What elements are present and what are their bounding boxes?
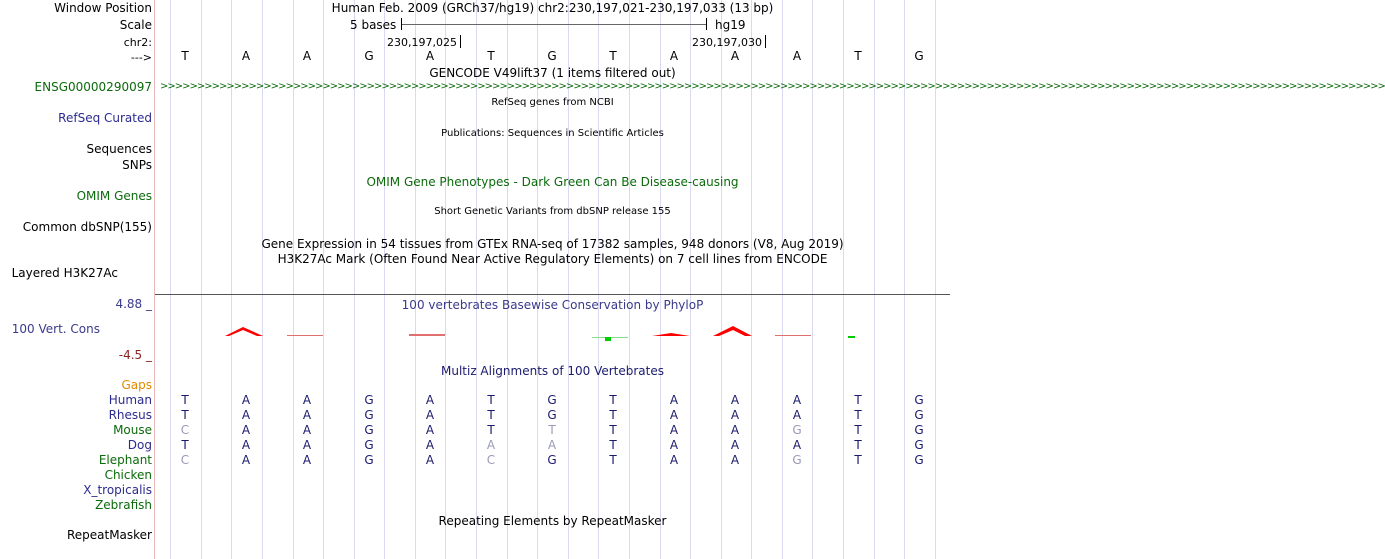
phylop-negative-bar xyxy=(605,337,611,341)
dbsnp-track-title: Short Genetic Variants from dbSNP release 155 xyxy=(434,206,671,217)
phylop-negative-bar xyxy=(848,336,855,338)
omim-track-label[interactable]: OMIM Genes xyxy=(76,189,152,203)
gaps-label: Gaps xyxy=(121,378,152,392)
alignment-base: A xyxy=(730,453,740,467)
alignment-base: A xyxy=(241,408,251,422)
alignment-base: G xyxy=(364,423,374,437)
chromosome-label: chr2: xyxy=(123,36,152,49)
alignment-base: T xyxy=(548,423,556,437)
alignment-base: A xyxy=(302,453,312,467)
alignment-base: A xyxy=(425,438,435,452)
alignment-base: T xyxy=(854,438,862,452)
phylop-peak xyxy=(225,327,263,336)
alignment-base: T xyxy=(609,408,617,422)
coordinate-right: 230,197,030 xyxy=(692,36,762,49)
alignment-base: T xyxy=(181,393,189,407)
alignment-base: T xyxy=(487,408,495,422)
alignment-base: C xyxy=(180,453,190,467)
scale-bar-right-tick xyxy=(706,18,707,30)
conservation-track-label[interactable]: 100 Vert. Cons xyxy=(11,322,100,336)
alignment-base: A xyxy=(730,408,740,422)
conservation-top-line xyxy=(155,294,950,295)
scale-bar-left-tick xyxy=(401,18,402,30)
sequence-base: A xyxy=(730,49,740,63)
dbsnp-track-label[interactable]: Common dbSNP(155) xyxy=(22,220,152,234)
alignment-base: A xyxy=(669,393,679,407)
scale-bar-line xyxy=(401,24,706,25)
repeatmasker-track-title: Repeating Elements by RepeatMasker xyxy=(438,514,667,528)
alignment-base: A xyxy=(730,438,740,452)
alignment-base: A xyxy=(730,393,740,407)
alignment-base: G xyxy=(792,453,802,467)
snps-track-label[interactable]: SNPs xyxy=(122,158,152,172)
species-label-chicken: Chicken xyxy=(104,468,152,482)
strand-arrow-label: ---> xyxy=(130,51,152,64)
alignment-base: A xyxy=(425,393,435,407)
phylop-peak xyxy=(652,333,690,336)
scale-bar-text: 5 bases xyxy=(350,18,397,32)
alignment-base: T xyxy=(609,423,617,437)
phylop-low-bar xyxy=(775,335,811,336)
alignment-base: T xyxy=(609,453,617,467)
gene-id-link[interactable]: ENSG00000290097 xyxy=(34,80,152,94)
alignment-base: A xyxy=(302,393,312,407)
conservation-ymax-label: 4.88 _ xyxy=(115,297,152,311)
gencode-track-title: GENCODE V49lift37 (1 items filtered out) xyxy=(429,66,676,80)
alignment-base: A xyxy=(241,453,251,467)
omim-track-title: OMIM Gene Phenotypes - Dark Green Can Be Disease-causing xyxy=(366,175,739,189)
alignment-base: C xyxy=(486,453,496,467)
phylop-low-bar xyxy=(409,334,445,336)
sequence-base: A xyxy=(241,49,251,63)
alignment-base: G xyxy=(914,453,924,467)
repeatmasker-track-label[interactable]: RepeatMasker xyxy=(66,528,152,542)
alignment-base: A xyxy=(730,423,740,437)
sequence-base: T xyxy=(487,49,495,63)
alignment-base: T xyxy=(854,393,862,407)
h3k27ac-track-label[interactable]: Layered H3K27Ac xyxy=(11,266,118,280)
alignment-base: G xyxy=(547,453,557,467)
alignment-base: T xyxy=(854,453,862,467)
track-label-column xyxy=(0,0,155,559)
alignment-base: G xyxy=(914,438,924,452)
alignment-base: G xyxy=(547,408,557,422)
alignment-base: A xyxy=(792,393,802,407)
alignment-base: A xyxy=(547,438,557,452)
sequence-base: T xyxy=(181,49,189,63)
alignment-base: A xyxy=(669,408,679,422)
alignment-base: A xyxy=(302,408,312,422)
alignment-base: A xyxy=(486,438,496,452)
alignment-base: G xyxy=(364,438,374,452)
sequence-base: G xyxy=(547,49,557,63)
sequence-base: A xyxy=(792,49,802,63)
sequences-track-label[interactable]: Sequences xyxy=(86,142,152,156)
phylop-wiggle xyxy=(155,322,950,344)
alignment-base: G xyxy=(547,393,557,407)
window-position-label: Window Position xyxy=(54,1,152,15)
sequence-base: T xyxy=(609,49,617,63)
coordinate-left-tick xyxy=(460,35,461,48)
alignment-base: A xyxy=(792,408,802,422)
species-label-xtropicalis: X_tropicalis xyxy=(83,483,152,497)
coordinate-left: 230,197,025 xyxy=(387,36,457,49)
alignment-base: G xyxy=(914,393,924,407)
alignment-base: T xyxy=(609,438,617,452)
alignment-base: T xyxy=(609,393,617,407)
refseq-track-label[interactable]: RefSeq Curated xyxy=(58,111,152,125)
alignment-base: T xyxy=(181,438,189,452)
window-position-text: Human Feb. 2009 (GRCh37/hg19) chr2:230,197,021-230,197,033 (13 bp) xyxy=(331,1,774,15)
alignment-base: T xyxy=(181,408,189,422)
alignment-base: A xyxy=(792,438,802,452)
alignment-base: T xyxy=(854,408,862,422)
h3k27ac-track-title: H3K27Ac Mark (Often Found Near Active Regulatory Elements) on 7 cell lines from ENCODE xyxy=(277,252,828,266)
alignment-base: G xyxy=(914,423,924,437)
alignment-base: A xyxy=(425,423,435,437)
phylop-peak xyxy=(713,326,752,336)
alignment-base: A xyxy=(302,438,312,452)
coordinate-right-tick xyxy=(765,35,766,48)
alignment-base: A xyxy=(302,423,312,437)
species-label-elephant: Elephant xyxy=(98,453,152,467)
alignment-base: A xyxy=(425,453,435,467)
species-label-human: Human xyxy=(108,393,152,407)
multiz-track-title: Multiz Alignments of 100 Vertebrates xyxy=(440,364,665,378)
sequence-base: G xyxy=(914,49,924,63)
sequence-base: A xyxy=(669,49,679,63)
gencode-gene-feature[interactable]: >>>>>>>>>>>>>>>>>>>>>>>>>>>>>>>>>>>>>>>>>>>>>>>>>>>>>>>>>>>>>>>>>>>>>>>>>>>>>>>>>>>>>>>>>>>>>>>>>>>>>>>>>>>>>>>>>>>>>>>>>>>>>>>>>>>>>>>>>>>>>>>>>>>>>>>>>>>>>>>>>>>>>> xyxy=(160,81,1385,92)
alignment-base: G xyxy=(364,453,374,467)
alignment-base: C xyxy=(180,423,190,437)
scale-assembly-label: hg19 xyxy=(715,18,746,32)
alignment-base: T xyxy=(487,423,495,437)
sequence-base: A xyxy=(302,49,312,63)
alignment-base: A xyxy=(241,393,251,407)
sequence-base: T xyxy=(854,49,862,63)
alignment-base: A xyxy=(241,423,251,437)
conservation-ymin-label: -4.5 _ xyxy=(118,348,152,362)
gtex-track-title: Gene Expression in 54 tissues from GTEx RNA-seq of 17382 samples, 948 donors (V8, Aug 2019) xyxy=(261,237,844,251)
alignment-base: G xyxy=(364,393,374,407)
species-label-dog: Dog xyxy=(127,438,152,452)
alignment-base: A xyxy=(241,438,251,452)
alignment-base: A xyxy=(669,438,679,452)
publications-track-title: Publications: Sequences in Scientific Articles xyxy=(441,128,664,139)
alignment-base: A xyxy=(669,453,679,467)
alignment-base: G xyxy=(364,408,374,422)
sequence-base: A xyxy=(425,49,435,63)
refseq-track-title: RefSeq genes from NCBI xyxy=(491,97,614,108)
phylop-low-bar xyxy=(287,335,323,336)
alignment-base: T xyxy=(487,393,495,407)
alignment-base: G xyxy=(792,423,802,437)
species-label-mouse: Mouse xyxy=(113,423,152,437)
phylop-track-title: 100 vertebrates Basewise Conservation by PhyloP xyxy=(401,298,704,312)
species-label-zebrafish: Zebrafish xyxy=(95,498,152,512)
alignment-base: A xyxy=(669,423,679,437)
alignment-base: A xyxy=(425,408,435,422)
species-label-rhesus: Rhesus xyxy=(108,408,152,422)
alignment-base: G xyxy=(914,408,924,422)
scale-label: Scale xyxy=(119,18,152,32)
alignment-base: T xyxy=(854,423,862,437)
sequence-base: G xyxy=(364,49,374,63)
